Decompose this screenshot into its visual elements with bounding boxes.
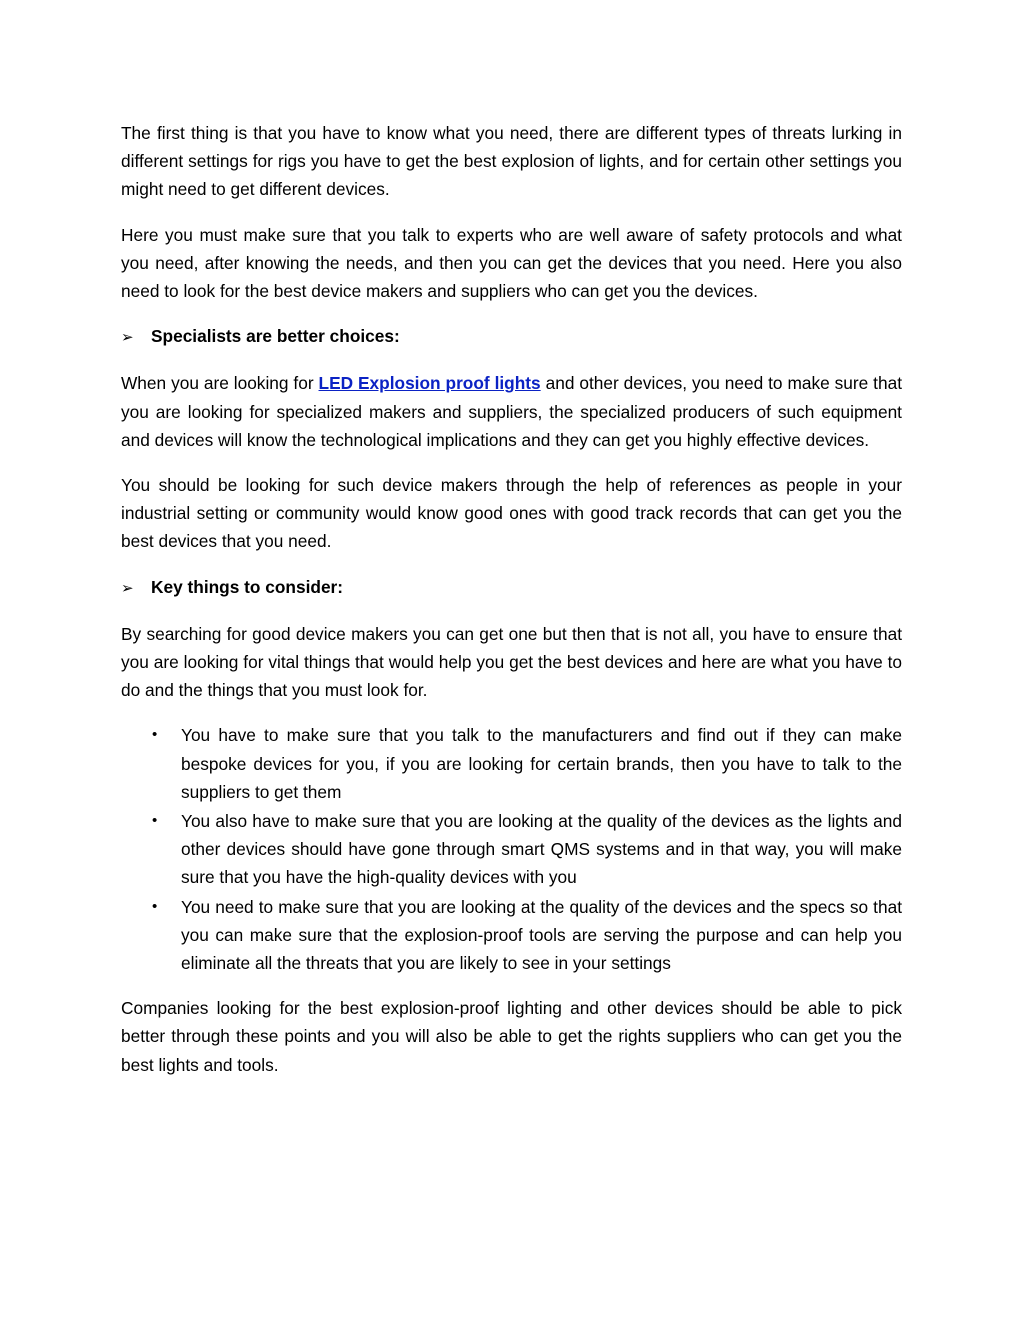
bullet-dot-icon: •	[152, 726, 158, 744]
paragraph-intro: The first thing is that you have to know what you need, there are different types of threats lurking in different settings for rigs you have to get the best explosion of lights, and for certain other settings you might need to get different devices.	[121, 123, 902, 200]
paragraph-searching: By searching for good device makers you can get one but then that is not all, you have to ensure that you are looking for vital things that would help you get the best devices and here are what you have to do and the things that you must look for.	[121, 623, 902, 701]
heading-text: Specialists are better choices:	[151, 326, 400, 347]
list-item-text: You need to make sure that you are looking at the quality of the devices and the specs so that you can make sure that the explosion-proof tools are serving the purpose and can help you eliminate all the threats that you are likely to see in your settings	[181, 896, 902, 974]
bullet-list	[121, 721, 902, 977]
list-item	[121, 807, 902, 892]
paragraph-text: When you are looking for	[121, 373, 319, 394]
list-item-text: You also have to make sure that you are looking at the quality of the devices as the lights and other devices should have gone through smart QMS systems and in that way, you will make sure that you have the high-quality devices with you	[181, 811, 902, 888]
arrow-bullet-icon: ➢	[121, 329, 134, 347]
bullet-dot-icon: •	[152, 897, 158, 915]
list-item	[121, 721, 902, 806]
document-page	[121, 119, 902, 1096]
paragraph-led-lights	[121, 369, 902, 454]
heading-text: Key things to consider:	[151, 576, 344, 597]
paragraph-experts: Here you must make sure that you talk to experts who are well aware of safety protocols and what you need, after knowing the needs, and then you can get the devices that you need. Here you also need to look for the best device makers and suppliers who can get you the devices.	[121, 224, 902, 302]
list-item-text: You have to make sure that you talk to the manufacturers and find out if they can make bespoke devices for you, if you are looking for certain brands, then you have to talk to the suppliers to get them	[181, 725, 902, 802]
arrow-bullet-icon: ➢	[121, 579, 134, 597]
section-heading-key-things	[121, 573, 902, 603]
paragraph-conclusion: Companies looking for the best explosion-proof lighting and other devices should be able to pick better through these points and you will also be able to get the rights suppliers who can get you the best lights and tools.	[121, 998, 902, 1075]
paragraph-references: You should be looking for such device makers through the help of references as people in your industrial setting or community would know good ones with good track records that can get you the best devices that you need.	[121, 475, 902, 552]
led-explosion-proof-lights-link[interactable]: LED Explosion proof lights	[318, 373, 541, 394]
section-heading-specialists	[121, 322, 902, 352]
paragraph-text: and other devices, you need to make sure that you are looking for specialized makers and suppliers, the specialized producers of such equipment and devices will know the technological implications and they can get you highly effective devices.	[121, 373, 903, 450]
list-item	[121, 893, 902, 978]
bullet-dot-icon: •	[152, 812, 158, 830]
